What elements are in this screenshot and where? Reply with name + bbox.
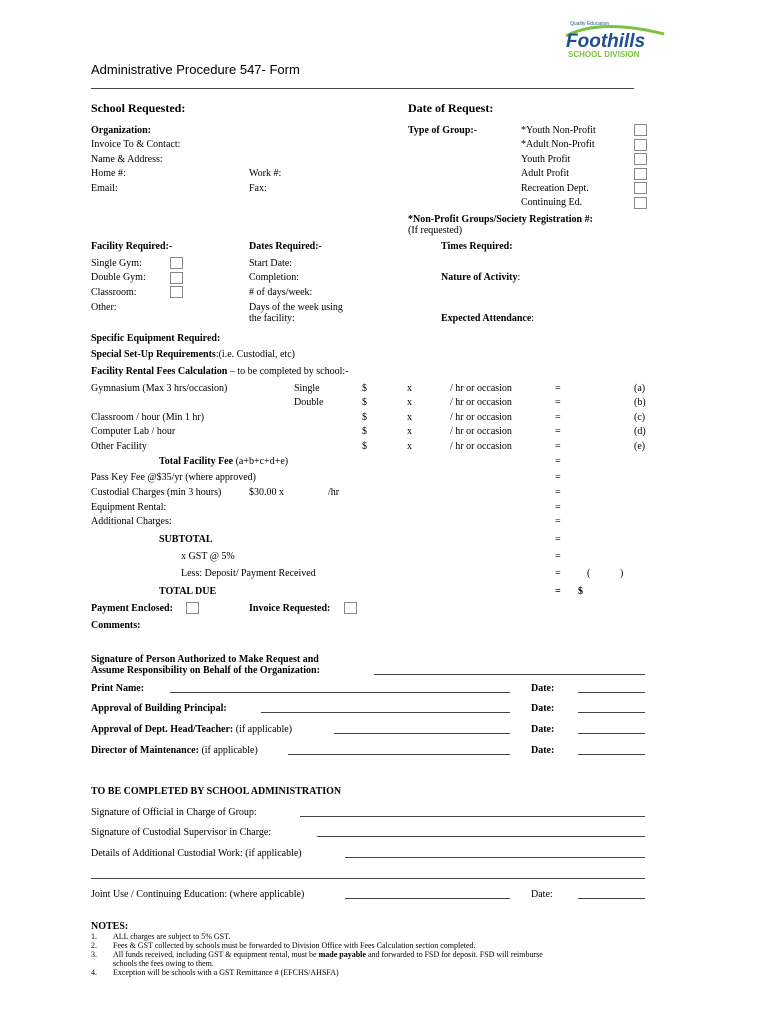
if-requested-note: (If requested) [408,225,463,236]
fee-times: x [407,383,412,394]
note-text-continued: schools the fees owing to them. [113,959,214,968]
page-title: Administrative Procedure 547- Form [91,62,300,77]
director-line[interactable] [288,754,510,755]
fee-equals: = [555,426,561,437]
fee-rate: / hr or occasion [450,426,512,437]
approval-principal-line[interactable] [261,712,510,713]
special-setup-note: :(i.e. Custodial, etc) [215,349,295,360]
fee-currency: $ [362,412,367,423]
group-type-continuing-ed: Continuing Ed. [521,197,583,208]
fee-equals: = [555,397,561,408]
deposit-paren-close: ) [620,568,624,579]
group-type-adult-nonprofit: *Adult Non-Profit [521,139,595,150]
payment-enclosed-label: Payment Enclosed: [91,603,173,614]
fee-currency: $ [362,426,367,437]
fee-code: (d) [634,426,646,437]
approval-principal-date-label: Date: [531,703,555,714]
group-type-recreation: Recreation Dept. [521,183,589,194]
signature-official-line[interactable] [300,816,645,817]
fees-calc-note: – to be completed by school:- [227,366,349,377]
fee-rate: / hr or occasion [450,383,512,394]
note-text: Fees & GST collected by schools must be forwarded to Division Office with Fees Calculation section completed. [113,941,476,950]
fee-code: (b) [634,397,646,408]
logo-main: Foothills [566,31,646,52]
custodial-per-hr: /hr [328,487,340,498]
work-phone-label: Work #: [249,168,282,179]
note-text [113,950,543,959]
approval-head-label [91,724,292,736]
fee-currency: $ [362,383,367,394]
fee-rate: / hr or occasion [450,441,512,452]
pass-key-equals: = [555,472,561,483]
checkbox-double-gym[interactable] [170,272,183,284]
approval-head-note: (if applicable) [233,724,293,735]
start-date-label: Start Date: [249,258,293,269]
nature-of-activity-label: Nature of Activity: [441,272,521,283]
facility-required-label: Facility Required:- [91,241,173,252]
pass-key-fee-label: Pass Key Fee @$35/yr (where approved) [91,472,256,483]
director-text: Director of Maintenance: [91,745,199,756]
nonprofit-registration-label: *Non-Profit Groups/Society Registration #: [408,214,593,225]
custodial-rate: $30.00 x [249,487,284,498]
less-deposit-label: Less: Deposit/ Payment Received [181,568,316,579]
fee-equals: = [555,441,561,452]
expected-attendance-text: Expected Attendance [441,313,532,324]
print-name-date-label: Date: [531,683,555,694]
fee-rate: / hr or occasion [450,397,512,408]
date-of-request-label: Date of Request: [408,101,494,115]
comments-label: Comments: [91,620,141,631]
subtotal-label: SUBTOTAL [159,534,213,545]
checkbox-single-gym[interactable] [170,257,183,269]
deposit-equals: = [555,568,561,579]
total-due-label: TOTAL DUE [159,586,217,597]
checkbox-youth-nonprofit[interactable] [634,124,647,136]
checkbox-youth-profit[interactable] [634,153,647,165]
approval-head-date-label: Date: [531,724,555,735]
director-date-label: Date: [531,745,555,756]
special-setup-label [91,349,295,361]
days-of-week-label-2: the facility: [249,313,295,324]
note-number: 3. [91,950,97,959]
subtotal-equals: = [555,534,561,545]
deposit-paren-open: ( [587,568,591,579]
group-type-youth-nonprofit: *Youth Non-Profit [521,125,596,136]
group-type-adult-profit: Adult Profit [521,168,570,179]
note-number: 4. [91,968,97,977]
print-name-label: Print Name: [91,683,145,694]
fees-calc-text: Facility Rental Fees Calculation [91,366,228,377]
checkbox-adult-nonprofit[interactable] [634,139,647,151]
nature-of-activity-text: Nature of Activity [441,272,518,283]
director-date-line[interactable] [578,754,645,755]
notes-heading: NOTES: [91,921,129,932]
fee-currency: $ [362,397,367,408]
fee-times: x [407,441,412,452]
fee-equals: = [555,412,561,423]
joint-use-date-line[interactable] [578,898,645,899]
days-per-week-label: # of days/week: [249,287,313,298]
special-setup-text: Special Set-Up Requirements [91,349,216,360]
fee-label: Classroom / hour (Min 1 hr) [91,412,205,423]
additional-charges-label: Additional Charges: [91,516,172,527]
approval-head-text: Approval of Dept. Head/Teacher: [91,724,234,735]
note-number: 2. [91,941,97,950]
fee-code: (e) [634,441,646,452]
fee-label: Other Facility [91,441,147,452]
logo-sub: SCHOOL DIVISION [568,50,640,59]
fee-equals: = [555,383,561,394]
signature-person-label-1: Signature of Person Authorized to Make Request and [91,654,319,665]
invoice-to-label: Invoice To & Contact: [91,139,181,150]
approval-principal-date-line[interactable] [578,712,645,713]
total-facility-formula: (a+b+c+d+e) [233,456,289,467]
total-facility-equals: = [555,456,561,467]
signature-official-label: Signature of Official in Charge of Group: [91,807,257,818]
fax-label: Fax: [249,183,267,194]
fee-code: (a) [634,383,646,394]
signature-custodial-label: Signature of Custodial Supervisor in Charge: [91,827,272,838]
completion-label: Completion: [249,272,299,283]
approval-head-date-line[interactable] [578,733,645,734]
joint-use-line[interactable] [345,898,510,899]
equipment-rental-label: Equipment Rental: [91,502,167,513]
note-text-a: All funds received, including GST & equipment rental, must be [113,950,319,959]
signature-custodial-line[interactable] [317,836,645,837]
custodial-equals: = [555,487,561,498]
dates-required-label: Dates Required:- [249,241,322,252]
fee-sub: Double [294,397,324,408]
signature-person-line[interactable] [374,674,645,675]
details-custodial-line[interactable] [345,857,645,858]
invoice-requested-label: Invoice Requested: [249,603,331,614]
fee-times: x [407,397,412,408]
name-address-label: Name & Address: [91,154,163,165]
checkbox-classroom[interactable] [170,286,183,298]
signature-person-label-2: Assume Responsibility on Behalf of the Organization: [91,665,320,676]
checkbox-continuing-ed[interactable] [634,197,647,209]
logo-tagline: Quality Education [570,21,610,27]
note-text-bold: made payable [318,950,366,959]
approval-head-line[interactable] [334,733,510,734]
print-name-date-line[interactable] [578,692,645,693]
print-name-line[interactable] [170,692,510,693]
total-facility-fee-row [159,456,288,468]
details-custodial-line-2[interactable] [91,878,645,879]
custodial-charges-label: Custodial Charges (min 3 hours) [91,487,222,498]
facility-double-gym: Double Gym: [91,272,146,283]
additional-charges-equals: = [555,516,561,527]
fee-code: (c) [634,412,646,423]
fee-times: x [407,426,412,437]
school-requested-label: School Requested: [91,101,186,115]
email-label: Email: [91,183,118,194]
total-due-dollar: $ [578,586,583,597]
approval-principal-label: Approval of Building Principal: [91,703,227,714]
note-number: 1. [91,932,97,941]
expected-attendance-label: Expected Attendance: [441,313,535,324]
times-required-label: Times Required: [441,241,513,252]
joint-use-label: Joint Use / Continuing Education: (where applicable) [91,889,305,900]
fee-rate: / hr or occasion [450,412,512,423]
title-rule [91,88,634,89]
fee-times: x [407,412,412,423]
group-type-youth-profit: Youth Profit [521,154,571,165]
gst-label: x GST @ 5% [181,551,235,562]
total-due-equals: = [555,586,561,597]
fees-calc-heading [91,366,348,378]
checkbox-adult-profit[interactable] [634,168,647,180]
note-text: Exception will be schools with a GST Remittance # (EFCHS/AHSFA) [113,968,339,977]
details-custodial-label: Details of Additional Custodial Work: (if applicable) [91,848,302,859]
facility-single-gym: Single Gym: [91,258,142,269]
note-text-b: and forwarded to FSD for deposit. FSD will reimburse [365,950,543,959]
fee-sub: Single [294,383,320,394]
note-text: ALL charges are subject to 5% GST. [113,932,231,941]
gst-equals: = [555,551,561,562]
logo [560,18,670,62]
specific-equipment-label: Specific Equipment Required: [91,333,221,344]
facility-other: Other: [91,302,117,313]
organization-label: Organization: [91,125,151,136]
joint-use-date-label: Date: [531,889,553,900]
total-facility-fee-text: Total Facility Fee [159,456,234,467]
fee-currency: $ [362,441,367,452]
director-note: (if applicable) [198,745,258,756]
fee-label: Gymnasium (Max 3 hrs/occasion) [91,383,228,394]
days-of-week-label-1: Days of the week using [249,302,343,313]
type-of-group-label: Type of Group:- [408,125,478,136]
facility-classroom: Classroom: [91,287,137,298]
checkbox-payment-enclosed[interactable] [186,602,199,614]
equipment-rental-equals: = [555,502,561,513]
director-label [91,745,258,757]
fee-label: Computer Lab / hour [91,426,176,437]
home-phone-label: Home #: [91,168,126,179]
checkbox-recreation[interactable] [634,182,647,194]
admin-heading: TO BE COMPLETED BY SCHOOL ADMINISTRATION [91,786,342,797]
checkbox-invoice-requested[interactable] [344,602,357,614]
